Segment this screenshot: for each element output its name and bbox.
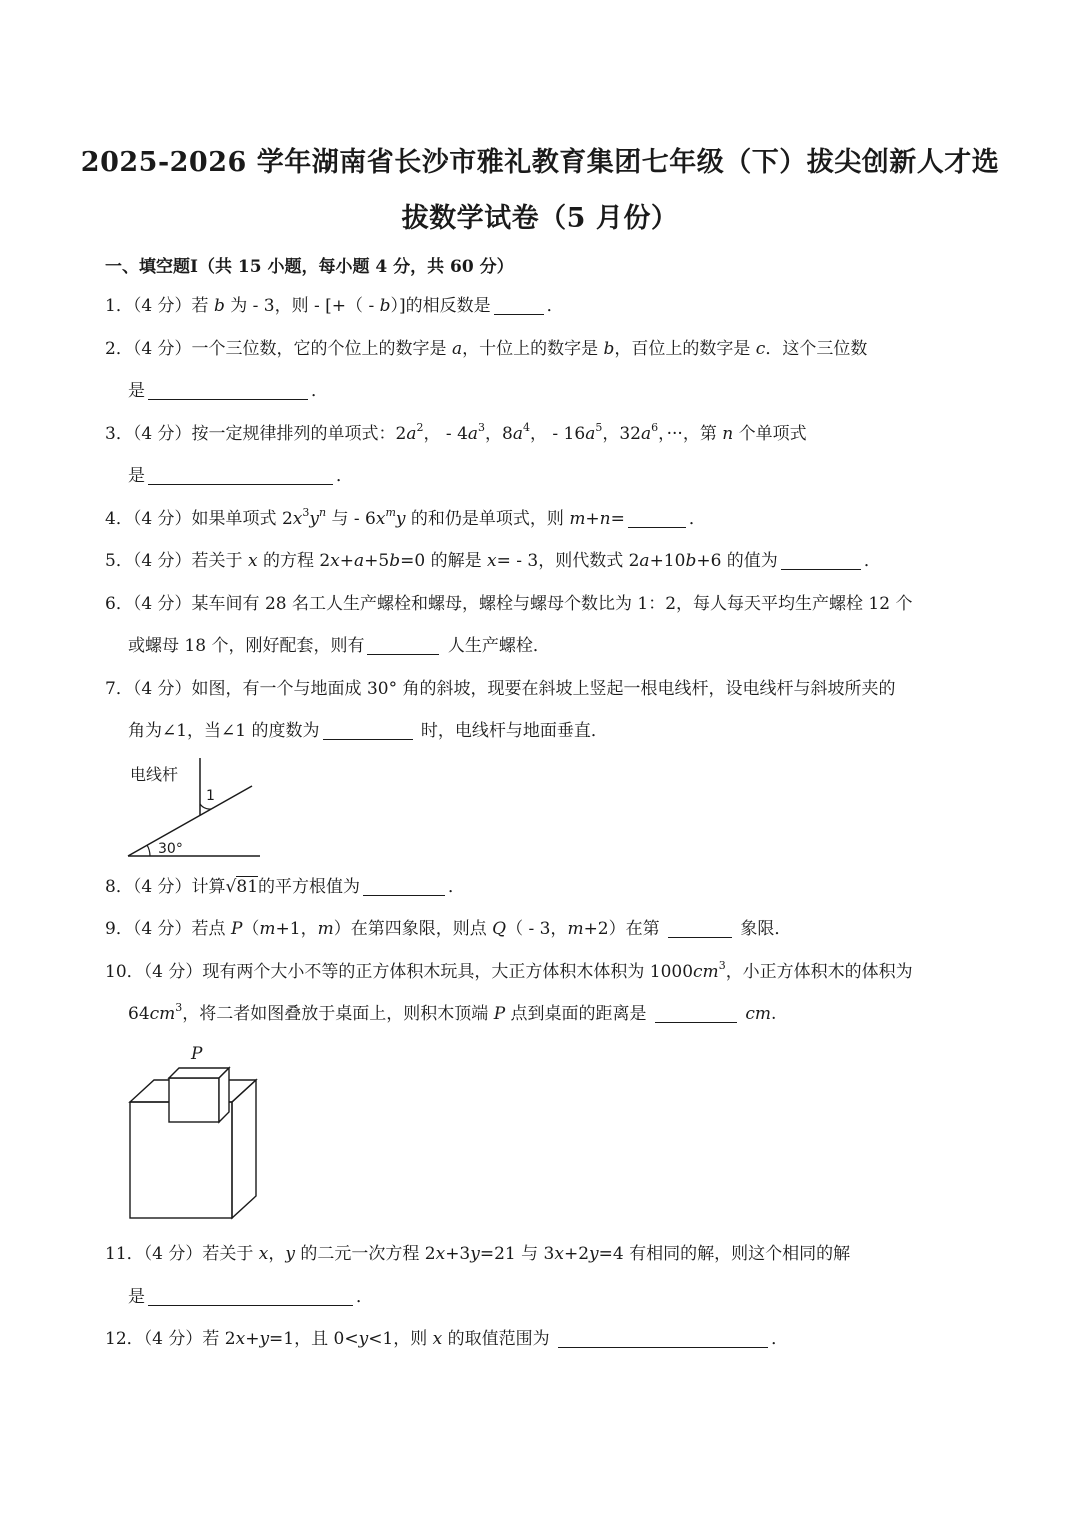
answer-blank[interactable] [363,877,445,896]
answer-blank[interactable] [558,1329,768,1348]
question-10: 10．（4 分）现有两个大小不等的正方体积木玩具，大正方体积木体积为 $1000cm^3$，小正方体积木的体积为 [105,959,913,982]
question-11-line2: 是 ． [128,1287,373,1307]
point-p-label: P [191,1044,203,1064]
question-7-line2: 角为∠1，当∠1 的度数为 时，电线杆与地面垂直． [128,721,608,741]
answer-blank[interactable] [148,1287,353,1306]
question-4: 4．（4 分）如果单项式 $2x^3y^n$ 与 - $6x^my$ 的和仍是单项式，则 m+n= ． [105,506,706,529]
question-12: 12．（4 分）若 2x+y=1，且 0<y<1，则 x 的取值范围为 ． [105,1329,789,1349]
question-8: 8．（4 分）计算√81的平方根值为 ． [105,877,466,897]
stacked-cubes-figure [122,1040,262,1222]
answer-blank[interactable] [781,551,861,570]
angle-1-arc [200,804,211,809]
question-6-line2: 或螺母 18 个，刚好配套，则有 人生产螺栓． [128,636,550,656]
question-6: 6．（4 分）某车间有 28 名工人生产螺栓和螺母，螺栓与螺母个数比为 1：2，每人每天平均生产螺栓 12 个 [105,594,913,614]
page-title-line1: 2025-2026 学年湖南省长沙市雅礼教育集团七年级（下）拔尖创新人才选 [80,147,1000,178]
answer-blank[interactable] [628,509,686,528]
question-3-line2: 是 ． [128,466,353,486]
question-1: 1．（4 分）若 b 为 - 3，则 - [+（ - b）]的相反数是 ． [105,296,564,316]
answer-blank[interactable] [148,466,333,485]
answer-blank[interactable] [367,636,439,655]
pole-label: 电线杆 [130,765,179,784]
answer-blank[interactable] [668,919,732,938]
question-2-line2: 是 ． [128,381,328,401]
answer-blank[interactable] [323,721,413,740]
answer-blank[interactable] [655,1004,737,1023]
answer-blank[interactable] [148,381,308,400]
radicand: 81 [236,877,259,897]
slope-pole-figure [120,752,270,864]
angle-1-label: 1 [206,788,215,804]
page-title-line2: 拔数学试卷（5 月份） [401,203,679,234]
small-cube-side [219,1068,229,1122]
question-7: 7．（4 分）如图，有一个与地面成 30° 角的斜坡，现要在斜坡上竖起一根电线杆，设电线杆与斜坡所夹的 [105,679,896,699]
section-heading: 一、填空题Ⅰ（共 15 小题，每小题 4 分，共 60 分） [105,257,514,277]
small-cube-front [169,1078,219,1122]
question-5: 5．（4 分）若关于 x 的方程 2x+a+5b=0 的解是 x= - 3，则代数式 2a+10b+6 的值为 ． [105,551,881,571]
question-2: 2．（4 分）一个三位数，它的个位上的数字是 a，十位上的数字是 b，百位上的数字是 c．这个三位数 [105,339,868,359]
question-9: 9．（4 分）若点 P（m+1，m）在第四象限，则点 Q（ - 3，m+2）在第 象限． [105,919,792,939]
slope-angle-label: 30° [158,841,183,857]
sqrt-sign: √ [225,877,237,897]
question-10-line2: $64cm^3$，将二者如图叠放于桌面上，则积木顶端 P 点到桌面的距离是 cm. [128,1001,777,1024]
question-3: 3．（4 分）按一定规律排列的单项式：$2a^2$， - $4a^3$，$8a^4$， - $16a^5$，$32a^6$，···，第 n 个单项式 [105,421,807,444]
large-cube-side [232,1080,256,1218]
answer-blank[interactable] [494,296,544,315]
angle-30-arc [147,845,150,856]
question-11: 11．（4 分）若关于 x，y 的二元一次方程 2x+3y=21 与 3x+2y=4 有相同的解，则这个相同的解 [105,1244,851,1264]
